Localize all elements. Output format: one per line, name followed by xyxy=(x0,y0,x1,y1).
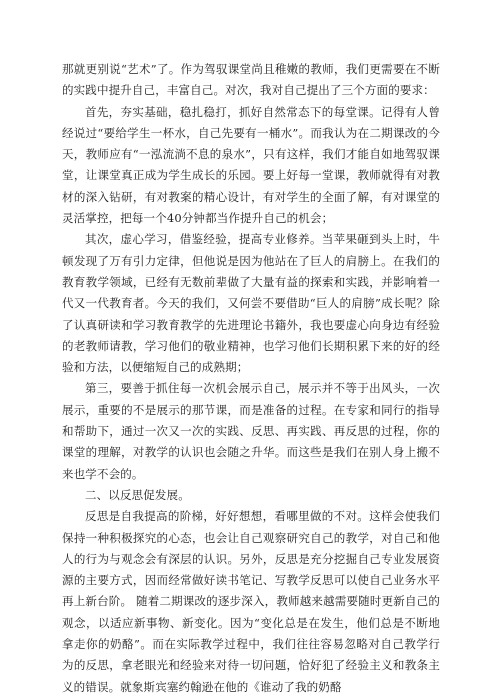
document-body xyxy=(62,59,440,698)
paragraph-intro: 那就更别说“艺术”了。作为驾驭课堂尚且稚嫩的教师，我们更需要在不断的实践中提升自己，丰富自己。对次，我对自己提出了三个方面的要求： xyxy=(62,62,440,98)
paragraph-third-requirement: 第三，要善于抓住每一次机会展示自己，展示并不等于出风头，一次展示，重要的不是展示的那节课，而是准备的过程。在专家和同行的指导和帮助下，通过一次又一次的实践、反思、再实践、再反思的过程，你的课堂的理解，对教学的认识也会随之升华。而这些是我们在别人身上搬不来也学不会的。 xyxy=(62,381,440,481)
paragraph-reflection: 反思是自我提高的阶梯，好好想想，看哪里做的不对。这样会使我们保持一种积极探究的心态，也会让自己观察研究自己的教学，对自己和他人的行为与观念会有深层的认识。另外，反思是充分挖掘自己专业发展资源的主要方式，因而经常做好读书笔记、写教学反思可以使自己业务水平再上新台阶。 随着二期课改的逐步深入，教师越来越需要随时更新自己的观念，以适应新事物、新变化。因为“变化总是在发生，他们总是不断地拿走你的奶酪”。而在实际教学过程中，我们往往容易忽略对自己教学行为的反思，拿老眼光和经验来对待一切问题，恰好犯了经验主义和教条主义的错误。就象斯宾塞约翰逊在他的《谁动了我的奶酪 xyxy=(62,509,440,694)
section-heading-reflection: 二、以反思促发展。 xyxy=(85,487,190,502)
paragraph-second-requirement: 其次，虚心学习，借鉴经验，提高专业修养。当苹果砸到头上时，牛顿发现了万有引力定律，但他说是因为他站在了巨人的肩膀上。在我们的教育教学领域，已经有无数前辈做了大量有益的探索和实践，并影响着一代又一代教育者。今天的我们，又何尝不要借助“巨人的肩膀”成长呢？除了认真研读和学习教育教学的先进理论书籍外，我也要虚心向身边有经验的老教师请教，学习他们的敬业精神，也学习他们长期积累下来的好的经验和方法，以便缩短自己的成熟期； xyxy=(62,232,440,375)
paragraph-first-requirement: 首先，夯实基础，稳扎稳打，抓好自然常态下的每堂课。记得有人曾经说过“要给学生一杯水，自己先要有一桶水”。而我认为在二期课改的今天，教师应有“一泓流淌不息的泉水”，只有这样，我们才能自如地驾驭课堂，让课堂真正成为学生成长的乐园。要上好每一堂课，教师就得有对教材的深入钻研，有对教案的精心设计，有对学生的全面了解，有对课堂的灵活掌控，把每一个40分钟都当作提升自己的机会； xyxy=(62,104,440,226)
